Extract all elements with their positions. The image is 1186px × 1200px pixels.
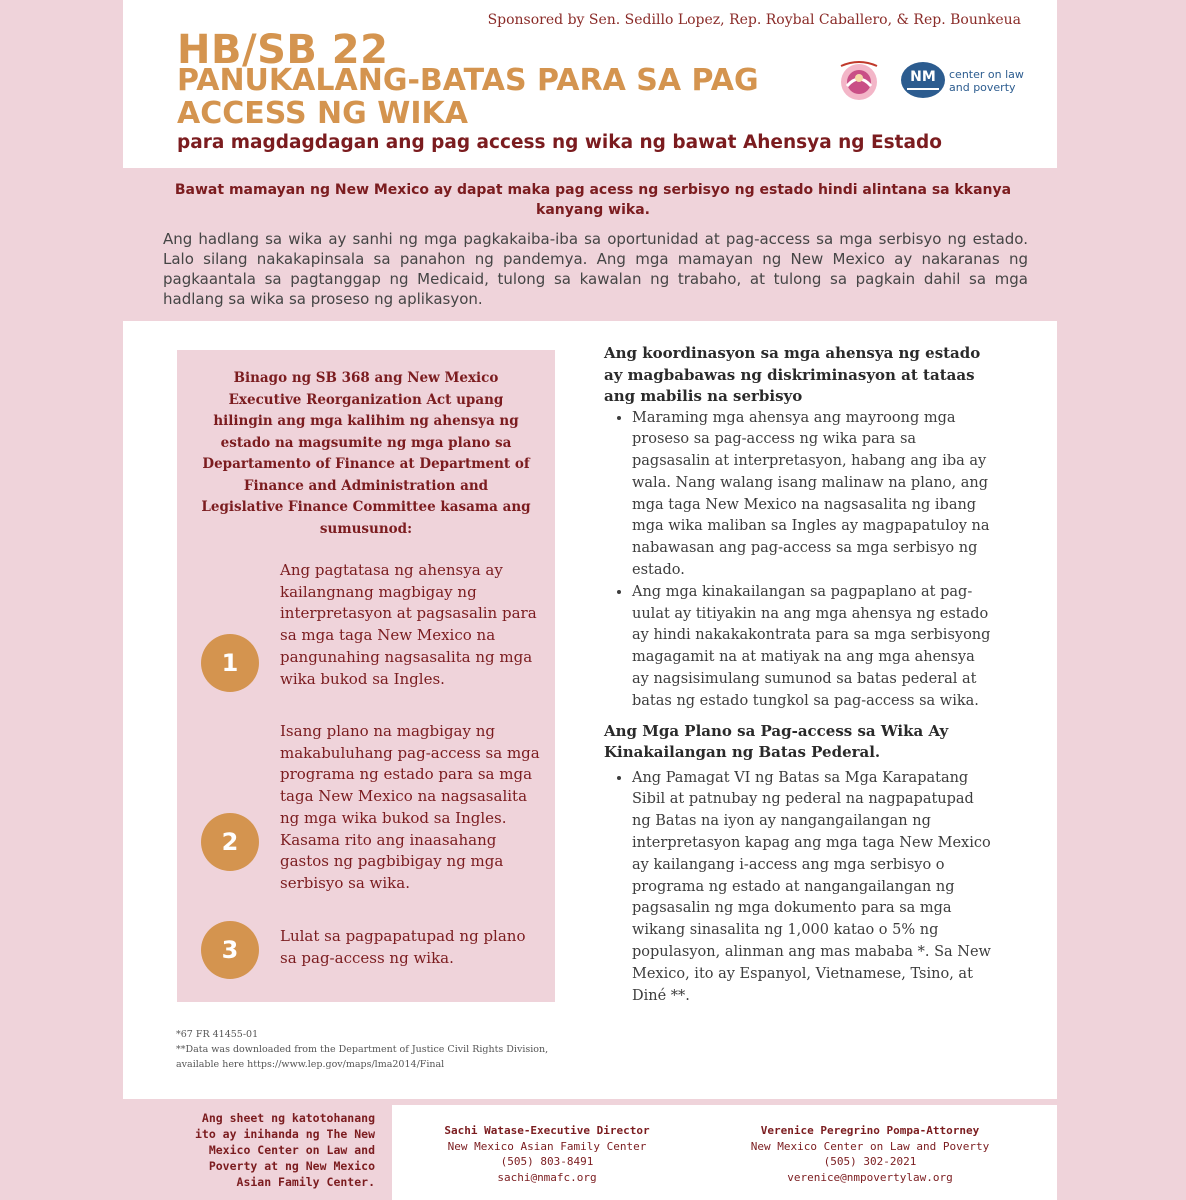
bill-subtitle: PANUKALANG-BATAS PARA SA PAG ACCESS NG WIKA: [177, 63, 759, 131]
requirements-box: [177, 350, 555, 1002]
federal-law-list: [604, 768, 994, 1008]
coordination-heading: Ang koordinasyon sa mga ahensya ng estado ay magbabawas ng diskriminasyon at tataas ang mabilis na serbisyo: [604, 344, 981, 405]
credit-note: Ang sheet ng katotohanang ito ay inihanda ng The New Mexico Center on Law and Poverty at ng New Mexico Asian Family Center.: [194, 1111, 375, 1189]
contact-sachi: [397, 1123, 697, 1185]
intro-statement: Bawat mamayan ng New Mexico ay dapat maka pag acess ng serbisyo ng estado hindi alintana sa kkanya kanyang wika.: [174, 182, 1012, 218]
contact-verenice: [720, 1123, 1020, 1185]
contact-phone: (505) 803-8491: [500, 1155, 594, 1168]
step-1-badge: 1: [201, 634, 259, 692]
contact-org: New Mexico Asian Family Center: [447, 1139, 647, 1153]
nm-logo-wave: [907, 88, 939, 90]
footnote-2: **Data was downloaded from the Department of Justice Civil Rights Division,: [176, 1044, 549, 1055]
contact-name: Verenice Peregrino Pompa-Attorney: [760, 1124, 980, 1137]
step-2-badge: 2: [201, 813, 259, 871]
right-column: [604, 343, 994, 1007]
step-3-badge: 3: [201, 921, 259, 979]
list-item: • Maraming mga ahensya ang mayroong mga proseso sa pag-access ng wika para sa pagsasalin at interpretasyon, habang ang iba ay wala. Nang walang isang malinaw na plano, ang mga taga New Mexico na nagsasalita ng ibang mga wika maliban sa Ingles ay magpapatuloy na nabawasan ang pag-access sa mga serbisyo ng estado.: [632, 408, 994, 582]
contact-name: Sachi Watase-Executive Director: [444, 1124, 650, 1137]
sponsor-line: Sponsored by Sen. Sedillo Lopez, Rep. Roybal Caballero, & Rep. Bounkeua: [487, 12, 1021, 28]
nm-center-logo-icon: [901, 62, 945, 98]
asian-family-center-logo-icon: [833, 58, 885, 102]
contact-org: New Mexico Center on Law and Poverty: [750, 1139, 990, 1153]
requirements-heading: Binago ng SB 368 ang New Mexico Executive Reorganization Act upang hilingin ang mga kalihim ng ahensya ng estado na magsumite ng mga plano sa Departamento of Finance at Department of Finance and Administration and Legislative Finance Committee kasama ang sumusunod:: [201, 370, 531, 537]
step-3-text: Lulat sa pagpapatupad ng plano sa pag-access ng wika.: [280, 927, 526, 967]
contact-email: verenice@nmpovertylaw.org: [787, 1170, 953, 1184]
contacts-box: [392, 1105, 1057, 1200]
nm-center-logo-text: center on law and poverty: [949, 68, 1024, 94]
header-banner: [123, 0, 1057, 168]
bill-tagline: para magdagdagan ang pag access ng wika ng bawat Ahensya ng Estado: [177, 132, 942, 153]
step-2-text: Isang plano na magbigay ng makabuluhang pag-access sa mga programa ng estado para sa mga taga New Mexico na nagsasalita ng mga wika bukod sa Ingles. Kasama rito ang inaasahang gastos ng pagbibigay ng mga serbisyo sa wika.: [280, 722, 540, 892]
footnote-3: available here https://www.lep.gov/maps/lma2014/Final: [176, 1059, 445, 1070]
list-item: • Ang Pamagat VI ng Batas sa Mga Karapatang Sibil at patnubay ng pederal na nagpapatupad ng Batas na iyon ay nangangailangan ng interpretasyon kapag ang mga taga New Mexico ay kailangang i-access ang mga serbisyo o programa ng estado at nangangailangan ng pagsasalin ng mga dokumento para sa mga wikang sinasalita ng 1,000 katao o 5% ng populasyon, alinman ang mas mababa *. Sa New Mexico, ito ay Espanyol, Vietnamese, Tsino, at Diné **.: [632, 768, 994, 1008]
intro-paragraph: Ang hadlang sa wika ay sanhi ng mga pagkakaiba-iba sa oportunidad at pag-access sa mga serbisyo ng estado. Lalo silang nakakapinsala sa panahon ng pandemya. Ang mga mamayan ng New Mexico ay nakaranas ng pagkaantala sa pagtanggap ng Medicaid, tulong sa kawalan ng trabaho, at tulong sa pagkain dahil sa mga hadlang sa wika sa proseso ng aplikasyon.: [163, 230, 1028, 308]
contact-phone: (505) 302-2021: [823, 1155, 917, 1168]
footnote-1: *67 FR 41455-01: [176, 1029, 259, 1040]
nm-logo-mark: NM: [910, 69, 936, 85]
main-panel: [123, 321, 1057, 1099]
contact-email: sachi@nmafc.org: [497, 1170, 597, 1184]
list-item: • Ang mga kinakailangan sa pagpaplano at pag-uulat ay titiyakin na ang mga ahensya ng estado ay hindi nakakakontrata para sa mga serbisyong magagamit na at matiyak na ang mga ahensya ay nagsisimulang sumunod sa batas pederal at batas ng estado tungkol sa pag-access sa wika.: [632, 582, 994, 713]
federal-law-heading: Ang Mga Plano sa Pag-access sa Wika Ay Kinakailangan ng Batas Pederal.: [604, 721, 949, 762]
coordination-list: [604, 408, 994, 713]
step-1-text: Ang pagtatasa ng ahensya ay kailangnang magbigay ng interpretasyon at pagsasalin para sa mga taga New Mexico na pangunahing nagsasalita ng mga wika bukod sa Ingles.: [280, 561, 537, 688]
bill-title: HB/SB 22: [177, 27, 389, 73]
